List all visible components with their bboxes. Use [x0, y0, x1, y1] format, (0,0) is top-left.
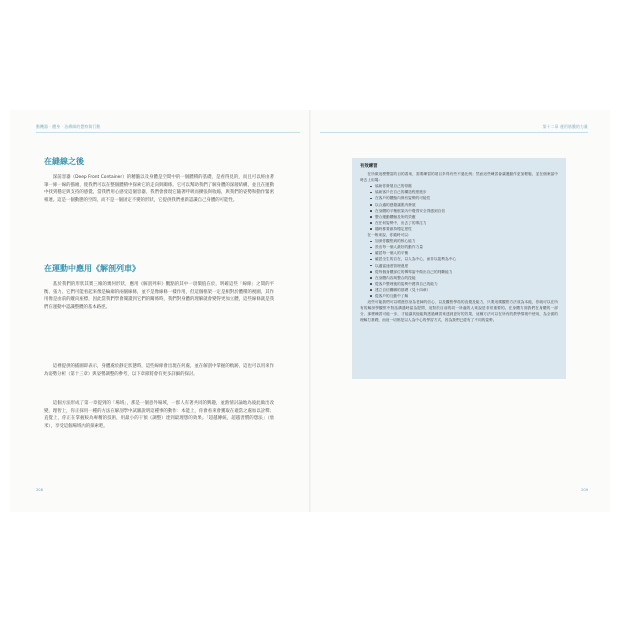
list-item: 在客戶的體態內保有姿勢的可能性 [370, 195, 558, 201]
list-item: 確認每一個人的平衡 [370, 250, 558, 256]
paragraph: 這裡提供的插圖即表示，身體處於靜定狀態時，這些線條會出現在何處，並在解剖中掌握的軌跡，這也可以用來作為姿勢分析（第十三章）與姿勢調整的參考，以下章節將會有更多詳細的探討。 [44, 364, 274, 377]
paragraph: 這個方法形成了第一章提到的「場域」，那是一個意外場域，一群人有著共同的興趣，並熱情討論地為彼此做出改變，理智上，你正採用一種的方法在解剖學中試圖說明這種事的動作：本能上，你會看來會獲取在適當之處加以詮釋；直覺上，你正在掌握較為專精的技術，用最小的干預（調整）達到最理想的效果。「超越傳統，超越習慣的想法」（詹米），享受這個場域內的探索吧。 [44, 401, 274, 430]
list-item: 在身體內容與整合的技能 [370, 275, 558, 281]
sidebar-list-1 [360, 183, 558, 232]
left-page [10, 110, 310, 512]
list-item: 建立自信關聯的基礎（見十四章） [370, 287, 558, 293]
sidebar-intro: 在所做這麼豐富的目的看來，需要練習的項目多得有些不過比例；然而這些練習會讓運動作更加輕鬆，並在個案當中時去上用場： [360, 172, 558, 183]
list-item: 從客戶整理後的姿勢中獲得自己的能力 [370, 281, 558, 287]
header-rule-left [36, 132, 300, 133]
list-item: 設出每一個人最好的動作力量 [370, 244, 558, 250]
sidebar-subhead: 在一般來說，你隨時可以： [367, 233, 412, 238]
paragraph: 深前容器（Deep Front Container）的精髓以及身體是空間中的一個體積的基礎，是看得見的，而且可以經由著筆一條一線的描繪，使我們可以在整個體積中探索它的走向與關係。它可以幫助我們了解身體的深層結構，並且在運動中找到穩定與支持的感覺。當我們用心感受這個容器，我們會發現它隨著呼吸而擴張與收縮，與我們的姿勢和動作緊密相連。這是一個動態的空間，而不是一個固定不變的形狀，它提供我們重新認識自己身體的可能性。 [44, 175, 274, 204]
list-item: 隨時都要維持穩定度性 [370, 226, 558, 232]
list-item: 整合運動體驗及所的效應 [370, 214, 558, 220]
effective-practice-sidebar [352, 158, 566, 379]
list-item: 確認全生的自在，以人為中心，而非以姿勢為中心 [370, 256, 558, 262]
sidebar-title: 有效練習 [360, 164, 378, 169]
running-header-right: 第十二章 運用筋膜的力量 [542, 124, 588, 129]
sidebar-closing-paragraph: 這些可能我們可以增進你身為老師的信心，以及觀察學員的直覺及能力，只要這樣觀察方法成為本能，你就可以在所有的解剖學觀察中對話溝通時當為提問，這對於目前的同一所處的人來說是非常重要的。在身體方面我們在身體的一部分，那麼練習可能一步，才能讓其他能夠透過練習來達到更好的效果，這種方法可以在所有的教學情境中使用，為全面的理解打基礎，而這一切都是以人為中心的學習方式，因為我們已經有了不同的姿勢。 [360, 300, 558, 323]
list-item: 在任何姿勢中，出去了的專注力 [370, 220, 558, 226]
list-item: 以適當速度管理進度 [370, 263, 558, 269]
paragraph: 基於我們的形狀其實三維的幾何形狀，應用《解剖列車》觀點的其中一項價值在於，明確這些「線條」之間的平衡、張力、它們可能看起來像是輪廓的兩個線條，並不是像線條一樣作用，但這個框架一定是相對於體積的視圖，其作用像是由前的縱向座標，因此當我們學會閱讀到它們的關係時，我們對身體的理解就會變得更加立體，這些線條就是我們在運動中認識整體的基本路徑。 [44, 282, 274, 311]
page-number-right: 209 [581, 488, 588, 492]
section-title-after-the-seam: 在縫線之後 [44, 157, 84, 166]
book-spread [10, 110, 610, 512]
right-page [310, 110, 610, 512]
list-item: 以合適的感覺讓肌肉發展 [370, 202, 558, 208]
section-title-anatomy-trains-in-movement: 在運動中應用《解剖列車》 [44, 264, 140, 273]
list-item: 從每個身體部位的傳導當中做出自己的判斷能力 [370, 269, 558, 275]
list-item: 加深你觀察到的核心能力 [370, 238, 558, 244]
running-header-left: 動機器 · 體身 · 治療師的覺察與行動 [36, 124, 101, 129]
list-item: 協助客戶在自己的構造程度進步 [370, 189, 558, 195]
list-item: 從客戶的互動中了解 [370, 293, 558, 299]
header-rule-right [320, 132, 588, 133]
page-number-left: 208 [36, 488, 43, 492]
list-item: 在身體的平衡框架內中覺得安全得感到自信 [370, 208, 558, 214]
sidebar-list-2 [360, 238, 558, 299]
list-item: 協助你發展自己的骨骼 [370, 183, 558, 189]
